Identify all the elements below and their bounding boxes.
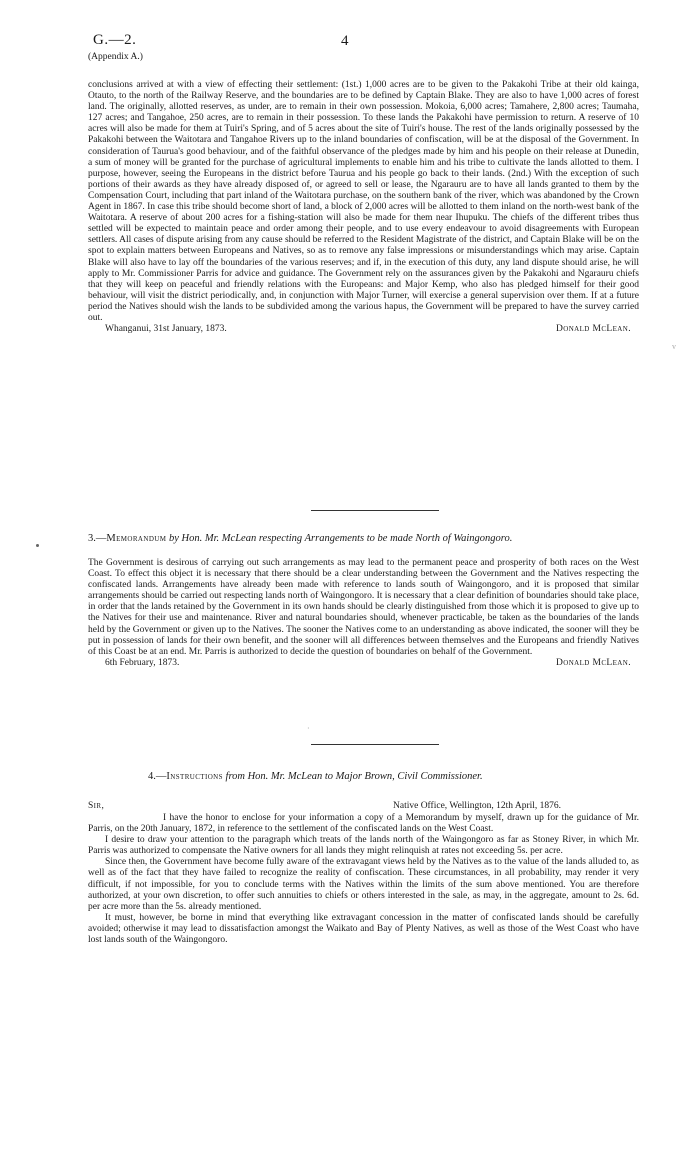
section-1-paragraph: conclusions arrived at with a view of effecting their settlement: (1st.) 1,000 acres are to be given to the Pakakohi Tribe at their old kainga, Otauto, to the north of the Railway Reserve, and the boundaries are to be defined by Captain Blake. They are also to have 1,000 acres of forest land. The originally, allotted reserves, as under, are to remain in their own possession. Mokoia, 6,000 acres; Tamahere, 2,800 acres; Taumaha, 127 acres; and Tangahoe, 250 acres, are to remain in their possession. To these lands the Pakakohi have permission to return. A reserve of 10 acres will also be made for them at Tuiri's Spring, and of 5 acres about the site of Tuiri's house. The rest of the lands originally possessed by the Pakakohi between the Waitotara and Tangahoe Rivers up to the inland boundaries of confiscation, will be at the disposal of the Government. In consideration of Taurua's good behaviour, and of the faithful observance of the pledges made by him and his people on their release at Dunedin, a sum of money will be granted for the purchase of agricultural implements to enable him and his tribe to cultivate the lands allotted to them. I purpose, however, seeing the Europeans in the district before Taurua and his people go back to their lands. (2nd.) With the exception of such portions of their awards as they have already disposed of, or agreed to sell or lease, the Ngarauru are to have all lands granted to them by the Compensation Court, including that part inland of the Waitotara purchase, on the southern bank of the river, which was abandoned by the Crown Agent in 1867. In case this tribe should become short of land, a block of 2,000 acres will be allotted to them inland on the north-west bank of the Waitotara. A reserve of about 200 acres for a fishing-station will also be made for them near Ihupuku. The chiefs of the different tribes thus settled will be expected to maintain peace and order among their people, and to use every endeavour to avoid disagreements with European settlers. All cases of dispute arising from any cause should be referred to the Resident Magistrate of the district, and Captain Blake will be on the spot to explain matters between Europeans and Natives, so as to remove any false impressions or misunderstandings which may arise. Captain Blake will also have to lay off the boundaries of the various reserves; and if, in the execution of this duty, any land dispute should arise, he will apply to Mr. Commissioner Parris for advice and guidance. The Government rely on the assurances given by the Pakakohi and Ngarauru chiefs that they will keep on peaceful and friendly relations with the Europeans: and Major Kemp, who also has pledged himself for their good behaviour, will visit the district periodically, and, in conjunction with Major Turner, will exercise a general supervision over them. If at a future period the Natives should wish the lands to be subdivided among the various hapus, the Government will be prepared to have the survey carried out. (88, 80, 639, 323)
section-3-letter-body (88, 813, 639, 946)
section-2-paragraph: The Government is desirous of carrying out such arrangements as may lead to the permanent peace and prosperity of both races on the West Coast. To effect this object it is necessary that there should be a clear understanding between the Government and the Natives respecting the confiscated lands. Arrangements have already been made with reference to lands south of Waingongoro, and it is proposed that similar arrangements should be carried out respecting lands north of Waingongoro. It is necessary that a clear definition of boundaries should take place, in order that the lands retained by the Government in its own hands should be clearly distinguished from those which it is proposed to give up to the Natives for their use and maintenance. River and natural boundaries should, whenever practicable, be taken as the boundaries of the lands held by the Government or given up to the Natives. The sooner the Natives come to an understanding as above indicated, the sooner will they be put in possession of lands for their own benefit, and the sooner will all differences between themselves and the Europeans and friendly Natives of this Coast be at an end. Mr. Parris is authorized to decide the question of boundaries on behalf of the Government. (88, 558, 639, 657)
section-1-signoff (88, 324, 639, 335)
margin-dot (36, 544, 39, 547)
section-2-signoff (88, 658, 639, 669)
section-divider (311, 510, 439, 511)
section-divider (311, 744, 439, 745)
document-reference: G.—2. (93, 32, 137, 48)
section-2-signature: Donald McLean. (555, 657, 631, 668)
section-3-title-number: 4.— (148, 771, 167, 782)
section-3-paragraph: I desire to draw your attention to the paragraph which treats of the lands north of the Waingongoro as far as Stoney River, in which Mr. Parris was authorized to compensate the Native owners for all lands they might relinquish at rates not exceeding 5s. per acre. (88, 835, 639, 857)
section-3-paragraph: Since then, the Government have become fully aware of the extravagant views held by the Natives as to the value of the lands alluded to, as well as of the fact that they have failed to recognize the reality of confiscation. These circumstances, in all probability, may render it very difficult, if not impossible, for you to conclude terms with the Natives within the limits of the sum above mentioned. You are therefore authorized, at your own discretion, to offer such annuities to chiefs or others interested in the sale, as may, in the aggregate, amount to 2s. 6d. per acre more than the 5s. already mentioned. (88, 857, 639, 912)
section-3-title-rest: from Hon. Mr. McLean to Major Brown, Civil Commissioner. (222, 771, 483, 782)
section-2-memorandum (88, 558, 639, 669)
section-3-title (148, 771, 483, 782)
section-3-address: Native Office, Wellington, 12th April, 1876. (393, 801, 562, 811)
section-3-paragraph: It must, however, be borne in mind that everything like extravagant concession in the matter of confiscated lands should be carefully avoided; otherwise it may lead to dissatisfaction amongst the Waikato and Bay of Plenty Natives, as well as those of the West Coast who have lost lands south of the Waingongoro. (88, 912, 639, 946)
appendix-label: (Appendix A.) (88, 52, 143, 62)
section-1-date: Whanganui, 31st January, 1873. (105, 324, 227, 335)
section-2-date: 6th February, 1873. (105, 657, 180, 668)
section-3-title-lead: Instructions (166, 771, 223, 782)
section-2-title-rest: by Hon. Mr. McLean respecting Arrangements to be made North of Waingongoro. (166, 533, 513, 544)
page-number: 4 (341, 33, 349, 49)
section-1-signature: Donald McLean. (555, 324, 631, 335)
section-2-title-lead: Memorandum (106, 533, 167, 544)
section-3-paragraph: I have the honor to enclose for your information a copy of a Memorandum by myself, drawn up for the guidance of Mr. Parris, on the 20th January, 1872, in reference to the settlement of the confiscated lands on the West Coast. (88, 813, 639, 835)
section-3-salutation: Sir, (88, 801, 105, 811)
section-2-title (88, 533, 512, 544)
stray-mark: · (307, 724, 310, 733)
section-2-title-number: 3.— (88, 533, 107, 544)
margin-mark: v (672, 342, 676, 351)
section-1-memorandum-continued (88, 80, 639, 335)
